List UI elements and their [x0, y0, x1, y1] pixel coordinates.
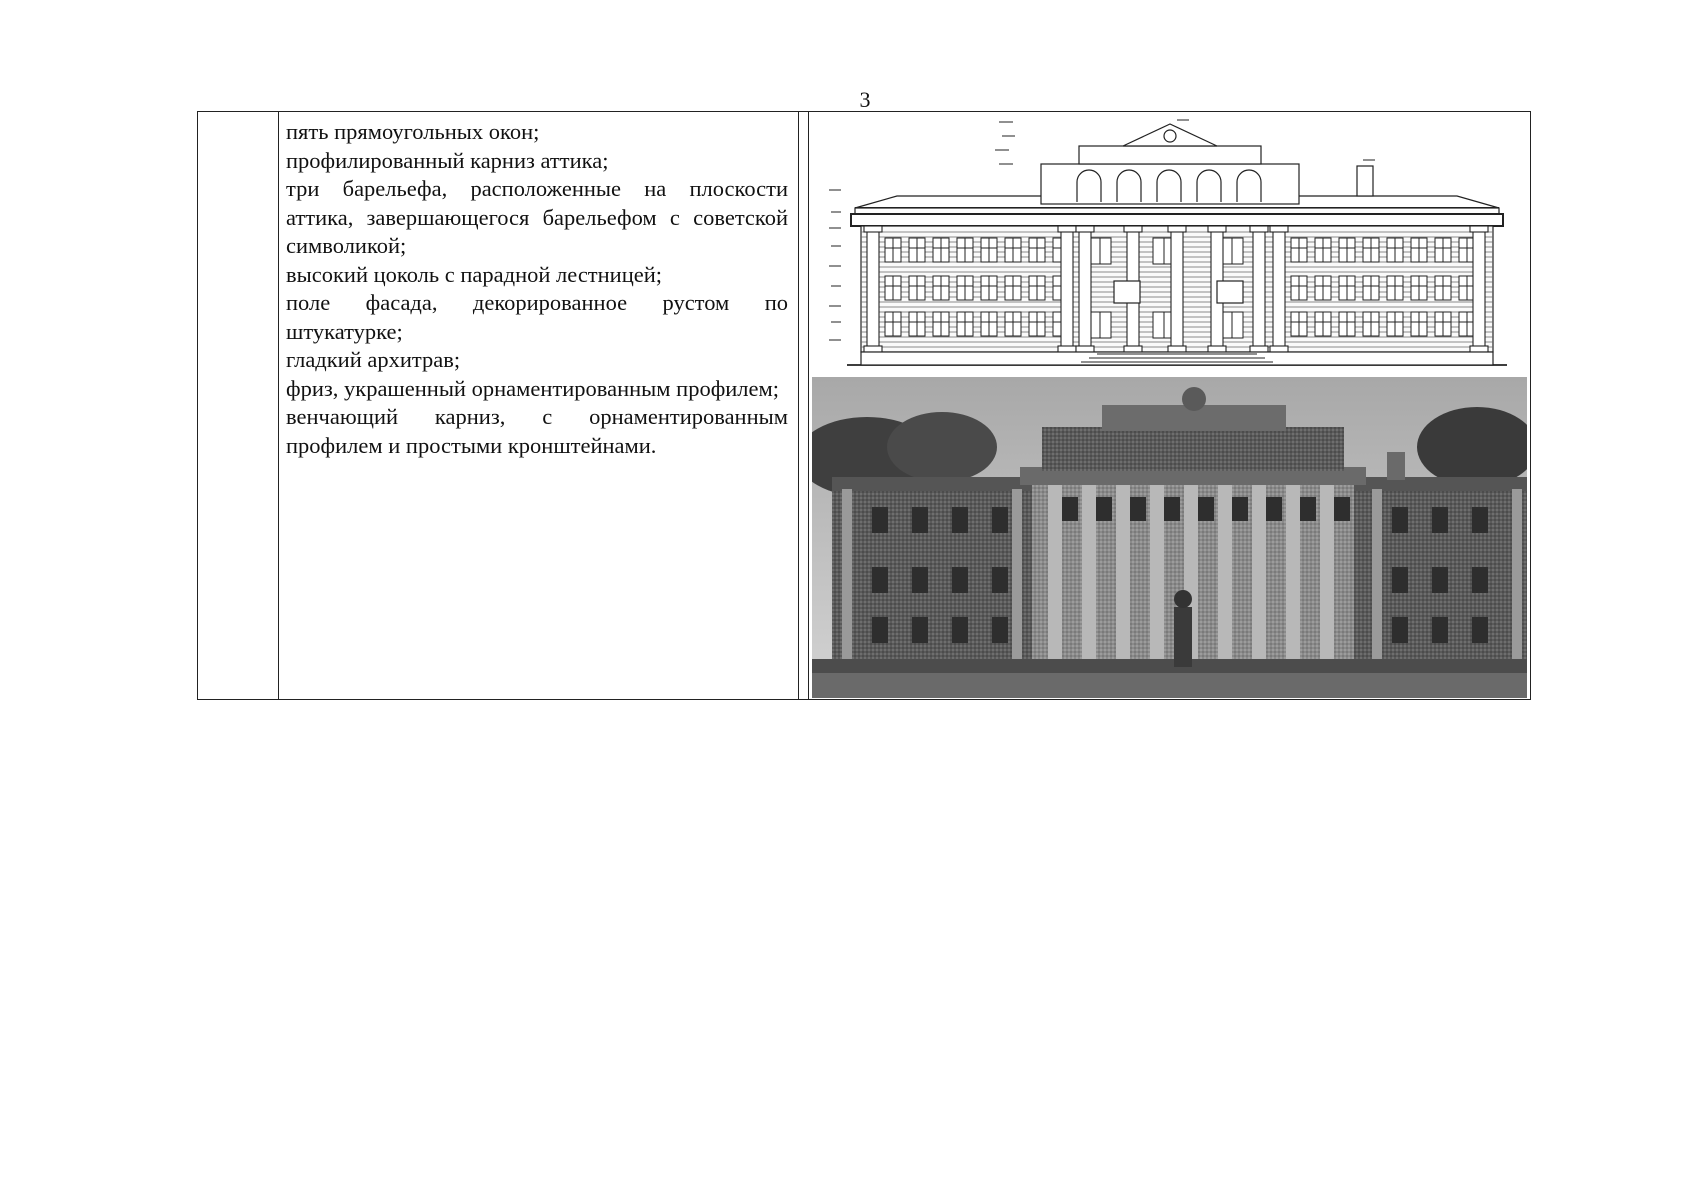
- feature-item: три барельефа, расположенные на плоскости аттика, завершающегося барельефом с советской символикой;: [286, 176, 788, 258]
- images-cell: [809, 112, 1530, 699]
- feature-item: профилированный карниз аттика;: [286, 147, 609, 173]
- feature-item: гладкий архитрав;: [286, 347, 461, 372]
- features-cell: [279, 112, 799, 699]
- feature-item: поле фасада, декорированное рустом по штукатурке;: [286, 290, 788, 344]
- divider-cell: [799, 112, 809, 699]
- facade-drawing-svg: [827, 116, 1527, 374]
- building-photo: [812, 377, 1527, 698]
- feature-item: высокий цоколь с парадной лестницей;: [286, 261, 663, 287]
- building-photo-svg: [812, 377, 1527, 698]
- features-list: [286, 118, 788, 460]
- feature-item: пять прямоугольных окон;: [286, 119, 540, 144]
- facade-drawing: [827, 116, 1527, 374]
- row-number-cell: [198, 112, 279, 699]
- feature-item: венчающий карниз, с орнаментированным профилем и простыми кронштейнами.: [286, 404, 788, 458]
- feature-item: фриз, украшенный орнаментированным профилем;: [286, 375, 780, 401]
- page-number: 3: [859, 87, 871, 112]
- description-table: [197, 111, 1531, 700]
